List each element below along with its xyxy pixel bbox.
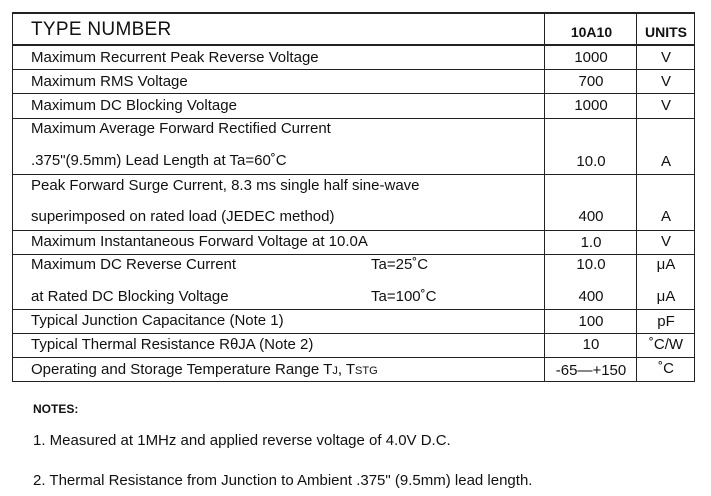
row-unit: V	[660, 49, 671, 66]
row-label: Maximum Recurrent Peak Reverse Voltage	[31, 49, 319, 66]
notes-heading: NOTES:	[33, 402, 79, 416]
row-value: 100	[578, 313, 604, 330]
header-part-number: 10A10	[570, 24, 613, 40]
header-type-number: TYPE NUMBER	[31, 19, 172, 40]
row-unit-line2: μA	[656, 288, 676, 305]
row-value: 10.0	[576, 256, 606, 273]
row-unit: ˚C	[658, 360, 674, 377]
row-label-line2: at Rated DC Blocking Voltage	[31, 288, 229, 305]
row-condition: Ta=25˚C	[371, 256, 429, 273]
row-unit: V	[660, 233, 671, 250]
row-value: 700	[578, 73, 604, 90]
row-label: Typical Thermal Resistance RθJA (Note 2)	[31, 336, 314, 353]
row-label-mid: , T	[337, 361, 356, 378]
note-item: 1. Measured at 1MHz and applied reverse voltage of 4.0V D.C.	[33, 432, 451, 449]
row-value-line2: 400	[578, 288, 604, 305]
row-label: Maximum RMS Voltage	[31, 73, 188, 90]
row-value: 10	[582, 336, 600, 353]
subscript-stg: STG	[355, 365, 378, 377]
row-value: 400	[578, 208, 604, 225]
row-divider	[12, 309, 695, 310]
row-divider	[12, 230, 695, 231]
row-divider	[12, 333, 695, 334]
row-label-line2: .375"(9.5mm) Lead Length at Ta=60˚C	[31, 152, 287, 169]
row-unit: A	[660, 208, 671, 225]
row-value: 1000	[574, 97, 608, 114]
row-label-text: Operating and Storage Temperature Range T	[31, 361, 333, 378]
row-label: Maximum DC Blocking Voltage	[31, 97, 237, 114]
row-unit: V	[660, 73, 671, 90]
subscript-j: J	[332, 365, 338, 377]
row-divider	[12, 93, 695, 94]
row-value: 1.0	[580, 234, 602, 251]
row-unit: A	[660, 153, 671, 170]
table-border-top	[12, 12, 695, 14]
row-divider	[12, 69, 695, 70]
row-divider	[12, 174, 695, 175]
header-units: UNITS	[645, 24, 687, 40]
row-divider	[12, 118, 695, 119]
row-unit: V	[660, 97, 671, 114]
row-value: 1000	[574, 49, 608, 66]
header-divider	[12, 44, 695, 46]
row-label: Maximum Average Forward Rectified Current	[31, 120, 331, 137]
row-unit: ˚C/W	[648, 336, 684, 353]
row-divider	[12, 254, 695, 255]
row-divider	[12, 357, 695, 358]
row-label: Peak Forward Surge Current, 8.3 ms single half sine-wave	[31, 177, 420, 194]
row-label: Maximum Instantaneous Forward Voltage at 10.0A	[31, 233, 368, 250]
row-value: -65—+150	[555, 362, 627, 379]
row-value: 10.0	[576, 153, 606, 170]
row-condition-line2: Ta=100˚C	[371, 288, 437, 305]
row-label	[31, 361, 378, 380]
row-label-line2: superimposed on rated load (JEDEC method)	[31, 208, 335, 225]
row-unit: μA	[656, 256, 676, 273]
table-border-bottom	[12, 381, 695, 382]
row-unit: pF	[657, 313, 675, 330]
row-label: Maximum DC Reverse Current	[31, 256, 237, 273]
note-item: 2. Thermal Resistance from Junction to Ambient .375" (9.5mm) lead length.	[33, 472, 533, 489]
row-label: Typical Junction Capacitance (Note 1)	[31, 312, 284, 329]
